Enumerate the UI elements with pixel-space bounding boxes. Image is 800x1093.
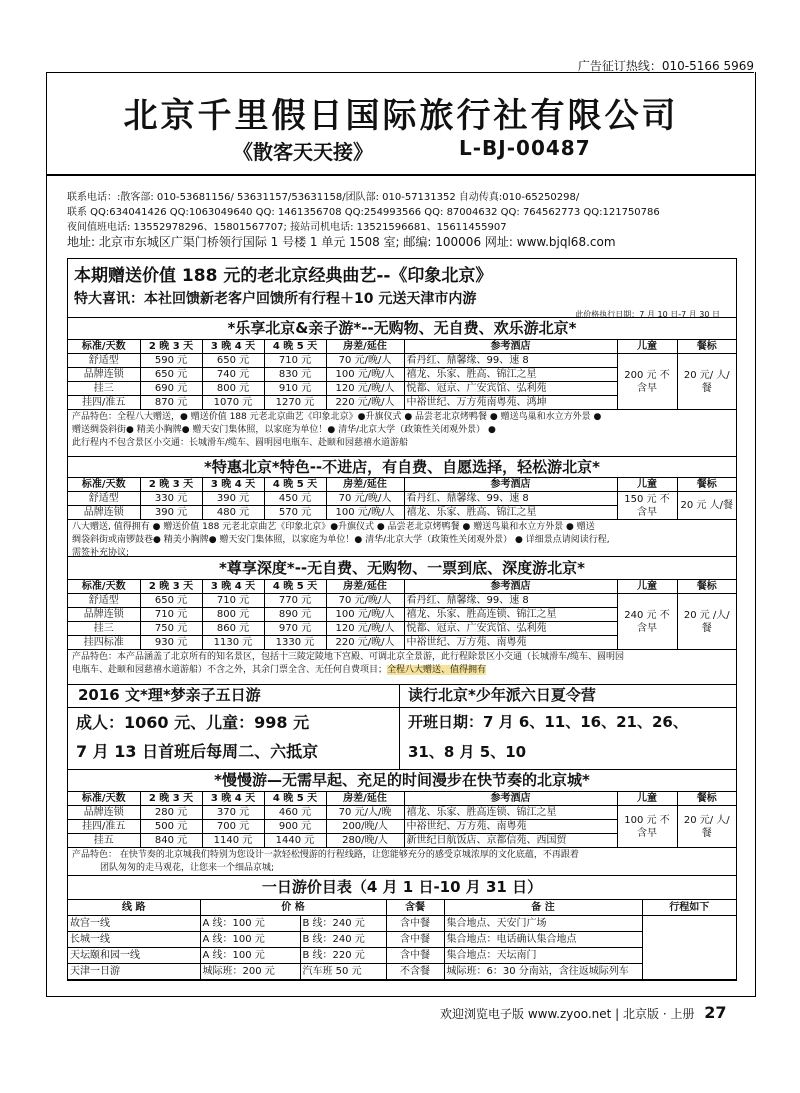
table-cell: 390 元 — [140, 506, 202, 520]
table-cell: 740 元 — [202, 368, 264, 382]
table-header-row — [68, 478, 736, 492]
table-cell: 100 元/晚/人 — [326, 368, 404, 382]
table-cell: 70 元/人/晚 — [326, 806, 404, 820]
col-header: 3 晚 4 天 — [202, 580, 264, 594]
table-cell: 含中餐 — [386, 932, 444, 948]
table-cell: 故宫一线 — [68, 916, 200, 932]
promo-validity: 此价格执行日期：7 月 10 日-7 月 30 日 — [575, 310, 720, 319]
table-cell: 长城一线 — [68, 932, 200, 948]
table-cell: 700 元 — [202, 820, 264, 834]
tour4-notes — [68, 848, 736, 876]
meal-price-cell: 20 元/ 人/餐 — [677, 354, 736, 410]
col-header: 价 格 — [200, 900, 386, 916]
col-header: 3 晚 4 天 — [202, 478, 264, 492]
col-header: 2 晚 3 天 — [140, 340, 202, 354]
table-cell: 新世纪日航饭店、京都信苑、西国贸 — [404, 834, 617, 848]
contact-qq: 联系 QQ:634041426 QQ:1063049640 QQ: 1461356708 QQ:254993566 QQ: 87004632 QQ: 764562773 QQ:121750786 — [67, 207, 660, 218]
child-price-cell: 200 元 不含早 — [617, 354, 677, 410]
table-cell: 870 元 — [140, 396, 202, 410]
table-cell: 挂四/准五 — [68, 820, 140, 834]
ad-frame — [46, 72, 756, 997]
table-cell: B 线：220 元 — [300, 948, 386, 964]
table-cell: 500 元 — [140, 820, 202, 834]
table-cell: 品牌连锁 — [68, 608, 140, 622]
footer-text: 欢迎浏览电子版 www.zyoo.net | 北京版 · 上册 — [440, 1007, 695, 1021]
contact-address: 地址: 北京市东城区广渠门桥领行国际 1 号楼 1 单元 1508 室; 邮编: 100006 网址: www.bjql68.com — [67, 235, 616, 249]
promo-section — [67, 258, 737, 318]
table-cell: 舒适型 — [68, 354, 140, 368]
col-header: 标准/天数 — [68, 478, 140, 492]
table-cell: 860 元 — [202, 622, 264, 636]
table-cell: A 线：100 元 — [200, 948, 300, 964]
camp-youth-title: 读行北京*少年派六日夏令营 — [400, 684, 736, 708]
col-header: 房差/延住 — [326, 580, 404, 594]
tour2-notes — [68, 520, 736, 561]
col-header: 儿童 — [617, 792, 677, 806]
table-cell: 800 元 — [202, 608, 264, 622]
table-cell: 集合地点：电话确认集合地点 — [444, 932, 642, 948]
table-cell: 900 元 — [264, 820, 326, 834]
col-header: 房差/延住 — [326, 792, 404, 806]
table-cell: 品牌连锁 — [68, 368, 140, 382]
col-header: 参考酒店 — [404, 580, 617, 594]
tour2-note-line: 绸袋斜街或南锣鼓巷● 精美小胸牌● 赠天安门集体照，以家庭为单位！● 清华/北京大学（政策性关闭观外景） ● 详细景点请阅读行程, — [72, 535, 610, 545]
tour3-note-line: 产品特色：本产品涵盖了北京所有的知名景区，包括十三陵定陵地下宫殿、可调北京全景游，此行程除景区小交通（长城滑车/缆车、圆明园 — [72, 652, 625, 662]
meal-price-cell: 20 元 /人/餐 — [677, 594, 736, 650]
col-header: 4 晚 5 天 — [264, 340, 326, 354]
camp-family-price: 成人：1060 元、儿童：998 元 — [76, 713, 310, 732]
tour1-note-line: 产品特色：全程八大赠送，● 赠送价值 188 元老北京曲艺《印象北京》●升旗仪式 ● 品尝老北京烤鸭餐 ● 赠送鸟巢和水立方外景 ● — [72, 412, 602, 422]
col-header: 儿童 — [617, 340, 677, 354]
tour1-note-line: 赠送绸袋斜街● 精美小胸牌● 赠天安门集体照，以家庭为单位！● 清华/北京大学（政策性关闭观外景） ● — [72, 425, 496, 435]
camp-section — [67, 684, 737, 770]
table-cell: 690 元 — [140, 382, 202, 396]
tour3-section — [67, 556, 737, 685]
col-header: 3 晚 4 天 — [202, 340, 264, 354]
table-cell: 不含餐 — [386, 964, 444, 980]
col-header: 2 晚 3 天 — [140, 792, 202, 806]
table-cell: 悦都、冠京、广安宾馆、弘利苑 — [404, 622, 617, 636]
table-cell: 悦都、冠京、广安宾馆、弘利苑 — [404, 382, 617, 396]
promo-title: 本期赠送价值 188 元的老北京经典曲艺--《印象北京》 — [74, 266, 493, 286]
table-cell: 挂四标准 — [68, 636, 140, 650]
table-cell: 1140 元 — [202, 834, 264, 848]
table-row — [68, 492, 736, 506]
col-header: 标准/天数 — [68, 580, 140, 594]
contact-night-phones: 夜间值班电话: 13552978296、15801567707; 接站司机电话: 13521596681、15611455907 — [67, 222, 507, 233]
tour4-price-table — [68, 792, 736, 848]
table-cell: 390 元 — [202, 492, 264, 506]
tour2-title: *特惠北京*特色--不进店，有自费、自愿选择，轻松游北京* — [68, 456, 736, 478]
tour1-price-table — [68, 340, 736, 410]
table-cell: 含中餐 — [386, 948, 444, 964]
table-cell: 970 元 — [264, 622, 326, 636]
table-row — [68, 932, 736, 948]
table-row — [68, 354, 736, 368]
table-cell: 城际班：200 元 — [200, 964, 300, 980]
table-cell: 中裕世纪、万方苑、南粤苑 — [404, 820, 617, 834]
col-header: 餐标 — [677, 340, 736, 354]
table-cell: 710 元 — [140, 608, 202, 622]
table-cell: 570 元 — [264, 506, 326, 520]
table-cell: 710 元 — [202, 594, 264, 608]
table-cell: 450 元 — [264, 492, 326, 506]
table-cell: 挂四/准五 — [68, 396, 140, 410]
table-cell: 100 元/晚/人 — [326, 608, 404, 622]
day-tour-section — [67, 875, 737, 981]
table-cell: 城际班：6：30 分南站，含往返城际列车 — [444, 964, 736, 980]
table-cell: 750 元 — [140, 622, 202, 636]
camp-youth-dates: 31、8 月 5、10 — [408, 743, 527, 761]
col-header: 餐标 — [677, 478, 736, 492]
tour2-section — [67, 456, 737, 557]
table-header-row — [68, 340, 736, 354]
table-cell: 890 元 — [264, 608, 326, 622]
col-header: 3 晚 4 天 — [202, 792, 264, 806]
table-cell: 840 元 — [140, 834, 202, 848]
table-cell: 70 元/晚/人 — [326, 354, 404, 368]
day-tour-title: 一日游价目表（4 月 1 日-10 月 31 日） — [68, 875, 736, 900]
child-price-cell: 240 元 不含早 — [617, 594, 677, 650]
table-row — [68, 594, 736, 608]
company-name: 北京千里假日国际旅行社有限公司 — [123, 96, 679, 136]
table-header-row — [68, 900, 736, 916]
col-header: 餐标 — [677, 792, 736, 806]
col-header: 房差/延住 — [326, 340, 404, 354]
table-header-row — [68, 580, 736, 594]
table-cell: 1130 元 — [202, 636, 264, 650]
col-header: 4 晚 5 天 — [264, 580, 326, 594]
table-cell: 330 元 — [140, 492, 202, 506]
col-header: 线 路 — [68, 900, 200, 916]
table-cell: 120 元/晚/人 — [326, 622, 404, 636]
table-row — [68, 916, 736, 932]
col-header: 餐标 — [677, 580, 736, 594]
col-header: 标准/天数 — [68, 340, 140, 354]
tour3-price-table — [68, 580, 736, 650]
license-number: L-BJ-00487 — [459, 136, 591, 160]
table-cell: 挂三 — [68, 622, 140, 636]
table-cell: 460 元 — [264, 806, 326, 820]
table-cell: 禧龙、乐家、胜高连锁、锦江之星 — [404, 806, 617, 820]
table-cell: 1440 元 — [264, 834, 326, 848]
table-cell: 770 元 — [264, 594, 326, 608]
table-cell: 禧龙、乐家、胜高、锦江之星 — [404, 506, 617, 520]
col-header: 4 晚 5 天 — [264, 792, 326, 806]
table-cell: 汽车班 50 元 — [300, 964, 386, 980]
table-cell: 830 元 — [264, 368, 326, 382]
camp-youth-dates: 开班日期：7 月 6、11、16、21、26、 — [408, 713, 688, 731]
tour3-note-line — [72, 664, 732, 677]
table-cell: 看丹红、鼎馨缘、99、速 8 — [404, 354, 617, 368]
table-cell: 1270 元 — [264, 396, 326, 410]
col-header: 行程如下 — [642, 900, 736, 916]
table-cell: 看丹红、鼎馨缘、99、速 8 — [404, 594, 617, 608]
table-cell: 930 元 — [140, 636, 202, 650]
table-row — [68, 964, 736, 980]
camp-family-box — [68, 684, 400, 769]
table-cell: 220 元/晚/人 — [326, 636, 404, 650]
table-cell: 200/晚/人 — [326, 820, 404, 834]
table-row — [68, 806, 736, 820]
col-header: 儿童 — [617, 478, 677, 492]
tour4-note-line: 团队匆匆的走马观花，让您来一个细品京城; — [100, 863, 275, 873]
table-cell: 280 元 — [140, 806, 202, 820]
contact-block — [67, 190, 660, 250]
table-header-row — [68, 792, 736, 806]
table-cell: 集合地点、天安门广场 — [444, 916, 642, 932]
table-cell: 1070 元 — [202, 396, 264, 410]
child-price-cell: 100 元 不含早 — [617, 806, 677, 848]
tour2-price-table — [68, 478, 736, 520]
table-cell: 650 元 — [202, 354, 264, 368]
table-cell: 220 元/晚/人 — [326, 396, 404, 410]
col-header: 2 晚 3 天 — [140, 580, 202, 594]
table-cell: A 线：100 元 — [200, 932, 300, 948]
table-cell: B 线：240 元 — [300, 932, 386, 948]
table-cell: 禧龙、乐家、胜高、锦江之星 — [404, 368, 617, 382]
table-cell: 看丹红、鼎馨缘、99、速 8 — [404, 492, 617, 506]
table-cell: B 线：240 元 — [300, 916, 386, 932]
table-cell: 650 元 — [140, 368, 202, 382]
table-cell: 舒适型 — [68, 492, 140, 506]
tour4-section — [67, 769, 737, 876]
table-cell: A 线：100 元 — [200, 916, 300, 932]
table-cell: 70 元/晚/人 — [326, 492, 404, 506]
table-cell: 280/晚/人 — [326, 834, 404, 848]
tour1-notes — [68, 410, 736, 451]
table-cell: 710 元 — [264, 354, 326, 368]
tour2-note-line: 八大赠送, 值得拥有 ● 赠送价值 188 元老北京曲艺《印象北京》●升旗仪式 ● 品尝老北京烤鸭餐 ● 赠送鸟巢和水立方外景 ● 赠送 — [72, 522, 595, 532]
camp-youth-box — [400, 684, 736, 769]
meal-price-cell: 20 元 人/餐 — [677, 492, 736, 520]
ad-hotline: 广告征订热线：010-5166 5969 — [577, 59, 754, 73]
table-cell: 480 元 — [202, 506, 264, 520]
col-header: 备 注 — [444, 900, 642, 916]
table-cell: 品牌连锁 — [68, 506, 140, 520]
tour4-note-line: 产品特色： 在快节奏的北京城我们特别为您设计一款轻松慢游的行程线路，让您能够充分的感受京城浓厚的文化底蕴，不再跟着 — [72, 850, 579, 860]
table-cell: 天津一日游 — [68, 964, 200, 980]
col-header: 参考酒店 — [404, 792, 617, 806]
tour1-note-line: 此行程内不包含景区小交通：长城滑车/缆车、圆明园电瓶车、赴颐和园慈禧水道游船 — [72, 438, 409, 448]
col-header: 儿童 — [617, 580, 677, 594]
col-header: 房差/延住 — [326, 478, 404, 492]
table-cell: 挂三 — [68, 382, 140, 396]
tour3-note-highlight: 全程八大赠送、值得拥有 — [387, 665, 487, 675]
table-cell: 590 元 — [140, 354, 202, 368]
col-header: 标准/天数 — [68, 792, 140, 806]
table-cell: 800 元 — [202, 382, 264, 396]
child-price-cell: 150 元 不含早 — [617, 492, 677, 520]
col-header: 2 晚 3 天 — [140, 478, 202, 492]
table-cell: 挂五 — [68, 834, 140, 848]
col-header: 4 晚 5 天 — [264, 478, 326, 492]
table-cell: 1330 元 — [264, 636, 326, 650]
table-cell: 650 元 — [140, 594, 202, 608]
tour3-title: *尊享深度*--无自费、无购物、一票到底、深度游北京* — [68, 556, 736, 580]
table-cell: 70 元/晚/人 — [326, 594, 404, 608]
tour3-notes — [68, 650, 736, 678]
table-cell: 910 元 — [264, 382, 326, 396]
col-header: 含餐 — [386, 900, 444, 916]
table-cell: 舒适型 — [68, 594, 140, 608]
page-footer — [440, 1003, 727, 1022]
page-number: 27 — [704, 1003, 727, 1022]
day-tour-table — [68, 900, 736, 980]
tour1-title: *乐享北京&亲子游*--无购物、无自费、欢乐游北京* — [68, 316, 736, 340]
camp-family-schedule: 7 月 13 日首班后每周二、六抵京 — [76, 742, 319, 761]
tour2-note-line: 需签补充协议; — [72, 548, 130, 558]
col-header: 参考酒店 — [404, 340, 617, 354]
tour1-section — [67, 316, 737, 457]
table-cell: 中裕世纪、万方苑、南粤苑 — [404, 636, 617, 650]
col-header: 参考酒店 — [404, 478, 617, 492]
table-cell: 370 元 — [202, 806, 264, 820]
promo-subtitle: 特大喜讯：本社回馈新老客户回馈所有行程＋10 元送天津市内游 — [74, 291, 477, 307]
tour3-note-text: 电瓶车、赴颐和园慈禧水道游船）不含之外，其余门票全含、无任何自费项目； — [72, 665, 388, 675]
table-cell: 品牌连锁 — [68, 806, 140, 820]
table-cell: 天坛颐和园一线 — [68, 948, 200, 964]
table-cell: 集合地点：天坛南门 — [444, 948, 642, 964]
camp-family-title: 2016 文*理*梦亲子五日游 — [68, 684, 399, 708]
title-divider — [47, 174, 755, 176]
tour4-title: *慢慢游—无需早起、充足的时间漫步在快节奏的北京城* — [68, 769, 736, 792]
company-slogan: 《散客天天接》 — [233, 140, 373, 164]
meal-price-cell: 20 元/ 人/餐 — [677, 806, 736, 848]
contact-phones: 联系电话：:散客部: 010-53681156/ 53631157/53631158/团队部: 010-57131352 自动传真:010-65250298/ — [67, 192, 580, 203]
table-cell: 中裕世纪、万方苑南粤苑、鸿坤 — [404, 396, 617, 410]
table-cell: 100 元/晚/人 — [326, 506, 404, 520]
table-cell: 禧龙、乐家、胜高连锁、锦江之星 — [404, 608, 617, 622]
table-cell: 含中餐 — [386, 916, 444, 932]
table-cell: 120 元/晚/人 — [326, 382, 404, 396]
table-row — [68, 948, 736, 964]
